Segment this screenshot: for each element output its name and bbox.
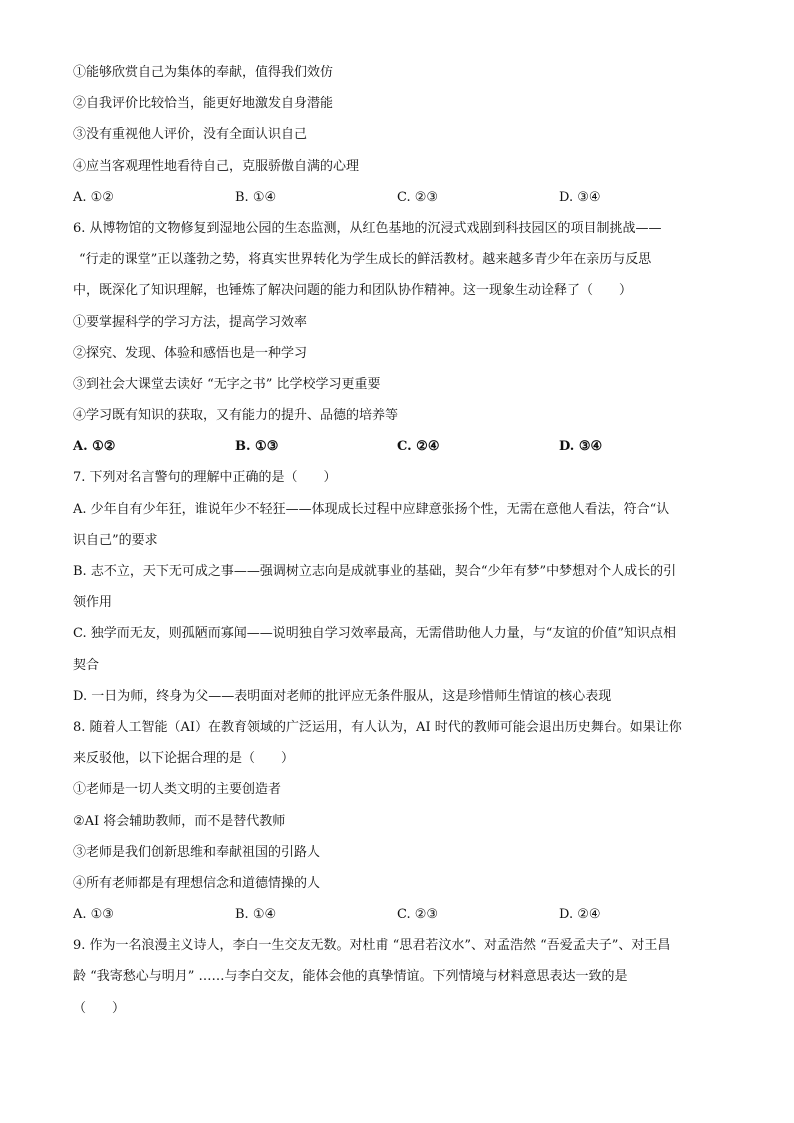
q5-option-c: C. ②③ [397, 189, 439, 205]
q6-stem-line-3: 中，既深化了知识理解，也锤炼了解决问题的能力和团队协作精神。这一现象生动诠释了（ ） [73, 283, 633, 299]
q7-option-b-line-2: 领作用 [73, 595, 113, 611]
q5-statement-4: ④应当客观理性地看待自己，克服骄傲自满的心理 [73, 158, 360, 174]
q6-option-c: C. ②④ [397, 439, 440, 455]
q6-statement-2: ②探究、发现、体验和感悟也是一种学习 [73, 345, 308, 361]
q5-option-d: D. ③④ [559, 189, 601, 205]
q7-option-a-line-1: A. 少年自有少年狂，谁说年少不轻狂——体现成长过程中应肆意张扬个性，无需在意他人看法，符合“认 [73, 501, 670, 517]
q8-option-a: A. ①③ [73, 907, 114, 923]
q8-stem-line-2: 来反驳他，以下论据合理的是（ ） [73, 751, 295, 767]
q8-statement-3: ③老师是我们创新思维和奉献祖国的引路人 [73, 844, 321, 860]
q5-statement-2: ②自我评价比较恰当，能更好地激发自身潜能 [73, 96, 334, 112]
q8-statement-2: ②AI 将会辅助教师，而不是替代教师 [73, 813, 286, 829]
q8-option-b: B. ①④ [235, 907, 277, 923]
q8-statement-1: ①老师是一切人类文明的主要创造者 [73, 782, 282, 798]
q5-statement-1: ①能够欣赏自己为集体的奉献，值得我们效仿 [73, 65, 334, 80]
q5-statement-3: ③没有重视他人评价，没有全面认识自己 [73, 127, 308, 143]
q5-option-a: A. ①② [73, 189, 114, 205]
q7-option-c-line-1: C. 独学而无友，则孤陋而寡闻——说明独自学习效率最高，无需借助他人力量，与“友谊的价值”知识点相 [73, 626, 677, 642]
q6-stem-line-1: 6. 从博物馆的文物修复到湿地公园的生态监测，从红色基地的沉浸式戏剧到科技园区的项目制挑战—— [73, 220, 662, 236]
q8-option-d: D. ②④ [559, 907, 601, 923]
q6-option-a: A. ①② [73, 439, 116, 455]
q7-option-d: D. 一日为师，终身为父——表明面对老师的批评应无条件服从，这是珍惜师生情谊的核心表现 [73, 688, 612, 704]
q7-option-a-line-2: 识自己”的要求 [73, 532, 158, 548]
q6-statement-4: ④学习既有知识的获取，又有能力的提升、品德的培养等 [73, 408, 399, 424]
q9-stem-line-1: 9. 作为一名浪漫主义诗人，李白一生交友无数。对杜甫 “思君若汶水”、对孟浩然 “吾爱孟夫子”、对王昌 [73, 938, 671, 954]
q6-option-b: B. ①③ [235, 439, 279, 455]
exam-content [73, 63, 723, 1030]
q7-stem: 7. 下列对名言警句的理解中正确的是（ ） [73, 470, 337, 486]
q8-option-c: C. ②③ [397, 907, 439, 923]
q5-option-b: B. ①④ [235, 189, 277, 205]
q8-options [73, 905, 723, 936]
q7-option-b-line-1: B. 志不立，天下无可成之事——强调树立志向是成就事业的基础，契合“少年有梦”中梦想对个人成长的引 [73, 564, 677, 579]
q9-stem-line-3: （ ） [73, 1000, 126, 1016]
q6-stem-line-2: “行走的课堂”正以蓬勃之势，将真实世界转化为学生成长的鲜活教材。越来越多青少年在亲历与反思 [79, 252, 652, 268]
q8-stem-line-1: 8. 随着人工智能（AI）在教育领域的广泛运用，有人认为，AI 时代的教师可能会退出历史舞台。如果让你 [73, 719, 682, 735]
q5-options [73, 188, 723, 219]
q7-option-c-line-2: 契合 [73, 657, 100, 673]
q8-statement-4: ④所有老师都是有理想信念和道德情操的人 [73, 875, 321, 891]
q6-statement-3: ③到社会大课堂去读好 “无字之书” 比学校学习更重要 [73, 376, 381, 392]
q9-stem-line-2: 龄 “我寄愁心与明月” ……与李白交友，能体会他的真挚情谊。下列情境与材料意思表达一致的是 [73, 969, 628, 985]
q6-statement-1: ①要掌握科学的学习方法，提高学习效率 [73, 314, 308, 330]
q6-options [73, 437, 723, 468]
q6-option-d: D. ③④ [559, 439, 603, 455]
